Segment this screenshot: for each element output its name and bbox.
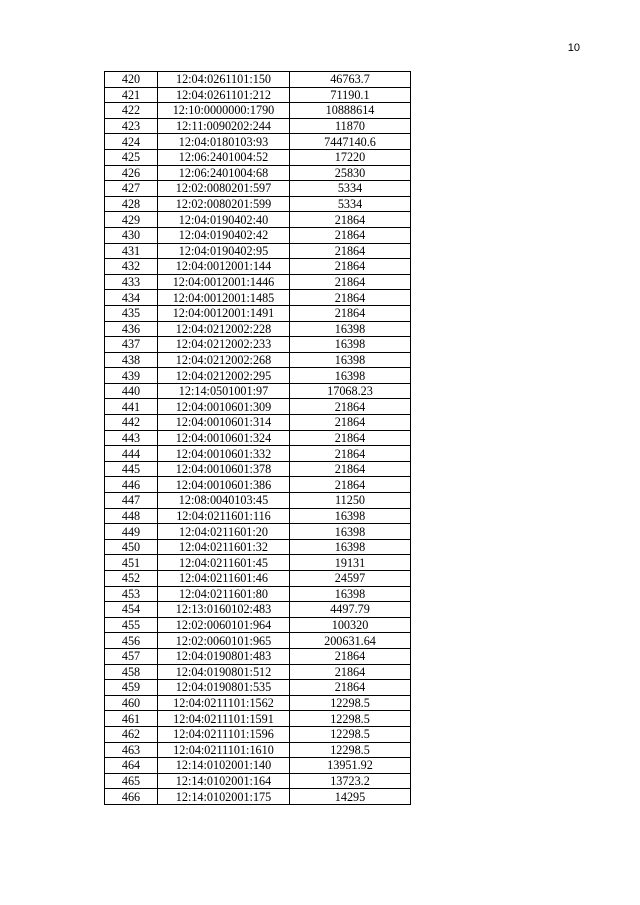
row-number-cell: 428 (105, 196, 158, 212)
row-number-cell: 444 (105, 446, 158, 462)
cadastral-number-cell: 12:14:0102001:140 (158, 758, 290, 774)
cadastral-number-cell: 12:04:0012001:1491 (158, 305, 290, 321)
value-cell: 19131 (290, 555, 411, 571)
cadastral-number-cell: 12:02:0080201:599 (158, 196, 290, 212)
row-number-cell: 463 (105, 742, 158, 758)
value-cell: 7447140.6 (290, 134, 411, 150)
cadastral-number-cell: 12:04:0012001:1485 (158, 290, 290, 306)
row-number-cell: 450 (105, 539, 158, 555)
row-number-cell: 420 (105, 72, 158, 88)
table-row (105, 72, 411, 88)
table-row (105, 789, 411, 805)
row-number-cell: 457 (105, 648, 158, 664)
table-row (105, 243, 411, 259)
cadastral-number-cell: 12:04:0211601:32 (158, 539, 290, 555)
value-cell: 16398 (290, 352, 411, 368)
cadastral-number-cell: 12:04:0211101:1596 (158, 726, 290, 742)
row-number-cell: 422 (105, 103, 158, 119)
row-number-cell: 462 (105, 726, 158, 742)
table-row (105, 586, 411, 602)
table-row (105, 383, 411, 399)
cadastral-number-cell: 12:04:0190402:95 (158, 243, 290, 259)
table-row (105, 337, 411, 353)
table-row (105, 118, 411, 134)
row-number-cell: 424 (105, 134, 158, 150)
value-cell: 21864 (290, 290, 411, 306)
value-cell: 16398 (290, 539, 411, 555)
table-row (105, 680, 411, 696)
value-cell: 16398 (290, 337, 411, 353)
row-number-cell: 446 (105, 477, 158, 493)
table-row (105, 430, 411, 446)
row-number-cell: 441 (105, 399, 158, 415)
value-cell: 16398 (290, 524, 411, 540)
cadastral-number-cell: 12:08:0040103:45 (158, 493, 290, 509)
value-cell: 21864 (290, 399, 411, 415)
row-number-cell: 449 (105, 524, 158, 540)
row-number-cell: 454 (105, 602, 158, 618)
table-row (105, 461, 411, 477)
table-row (105, 321, 411, 337)
row-number-cell: 455 (105, 617, 158, 633)
value-cell: 21864 (290, 274, 411, 290)
cadastral-number-cell: 12:04:0190801:535 (158, 680, 290, 696)
row-number-cell: 427 (105, 181, 158, 197)
cadastral-number-cell: 12:04:0012001:144 (158, 259, 290, 275)
table-row (105, 446, 411, 462)
value-cell: 13723.2 (290, 773, 411, 789)
value-cell: 24597 (290, 571, 411, 587)
value-cell: 21864 (290, 305, 411, 321)
cadastral-number-cell: 12:10:0000000:1790 (158, 103, 290, 119)
cadastral-number-cell: 12:04:0211601:45 (158, 555, 290, 571)
row-number-cell: 421 (105, 87, 158, 103)
cadastral-number-cell: 12:06:2401004:68 (158, 165, 290, 181)
row-number-cell: 426 (105, 165, 158, 181)
value-cell: 17220 (290, 149, 411, 165)
value-cell: 21864 (290, 477, 411, 493)
cadastral-number-cell: 12:04:0190402:40 (158, 212, 290, 228)
value-cell: 12298.5 (290, 711, 411, 727)
value-cell: 25830 (290, 165, 411, 181)
table-row (105, 758, 411, 774)
cadastral-number-cell: 12:04:0261101:150 (158, 72, 290, 88)
table-row (105, 648, 411, 664)
table-row (105, 305, 411, 321)
cadastral-number-cell: 12:04:0212002:295 (158, 368, 290, 384)
value-cell: 100320 (290, 617, 411, 633)
cadastral-number-cell: 12:04:0010601:324 (158, 430, 290, 446)
value-cell: 16398 (290, 368, 411, 384)
value-cell: 16398 (290, 321, 411, 337)
table-row (105, 259, 411, 275)
table-row (105, 103, 411, 119)
row-number-cell: 465 (105, 773, 158, 789)
value-cell: 21864 (290, 243, 411, 259)
table-row (105, 726, 411, 742)
value-cell: 16398 (290, 508, 411, 524)
table-row (105, 539, 411, 555)
row-number-cell: 456 (105, 633, 158, 649)
value-cell: 14295 (290, 789, 411, 805)
cadastral-number-cell: 12:04:0190801:512 (158, 664, 290, 680)
cadastral-number-cell: 12:13:0160102:483 (158, 602, 290, 618)
cadastral-number-cell: 12:04:0212002:228 (158, 321, 290, 337)
row-number-cell: 452 (105, 571, 158, 587)
table-row (105, 571, 411, 587)
table-row (105, 227, 411, 243)
cadastral-number-cell: 12:04:0211601:46 (158, 571, 290, 587)
value-cell: 21864 (290, 415, 411, 431)
cadastral-number-cell: 12:04:0211101:1591 (158, 711, 290, 727)
table-row (105, 602, 411, 618)
value-cell: 11250 (290, 493, 411, 509)
cadastral-number-cell: 12:02:0060101:964 (158, 617, 290, 633)
table-row (105, 742, 411, 758)
table-row (105, 149, 411, 165)
value-cell: 12298.5 (290, 726, 411, 742)
cadastral-number-cell: 12:04:0190801:483 (158, 648, 290, 664)
value-cell: 21864 (290, 259, 411, 275)
cadastral-number-cell: 12:02:0060101:965 (158, 633, 290, 649)
row-number-cell: 429 (105, 212, 158, 228)
table-row (105, 181, 411, 197)
cadastral-number-cell: 12:04:0010601:332 (158, 446, 290, 462)
value-cell: 12298.5 (290, 742, 411, 758)
cadastral-number-cell: 12:04:0211601:116 (158, 508, 290, 524)
value-cell: 10888614 (290, 103, 411, 119)
value-cell: 46763.7 (290, 72, 411, 88)
value-cell: 4497.79 (290, 602, 411, 618)
value-cell: 21864 (290, 461, 411, 477)
row-number-cell: 453 (105, 586, 158, 602)
cadastral-number-cell: 12:04:0212002:233 (158, 337, 290, 353)
cadastral-number-cell: 12:04:0012001:1446 (158, 274, 290, 290)
row-number-cell: 439 (105, 368, 158, 384)
cadastral-number-cell: 12:04:0211101:1610 (158, 742, 290, 758)
row-number-cell: 438 (105, 352, 158, 368)
table-row (105, 87, 411, 103)
row-number-cell: 430 (105, 227, 158, 243)
page-number: 10 (567, 42, 580, 54)
value-cell: 71190.1 (290, 87, 411, 103)
value-cell: 21864 (290, 446, 411, 462)
value-cell: 11870 (290, 118, 411, 134)
table-row (105, 493, 411, 509)
row-number-cell: 445 (105, 461, 158, 477)
table-row (105, 274, 411, 290)
value-cell: 200631.64 (290, 633, 411, 649)
table-row (105, 508, 411, 524)
table-body (105, 72, 411, 805)
row-number-cell: 443 (105, 430, 158, 446)
table-row (105, 695, 411, 711)
cadastral-number-cell: 12:04:0211601:80 (158, 586, 290, 602)
table-row (105, 711, 411, 727)
row-number-cell: 442 (105, 415, 158, 431)
row-number-cell: 435 (105, 305, 158, 321)
cadastral-number-cell: 12:04:0010601:314 (158, 415, 290, 431)
cadastral-number-cell: 12:02:0080201:597 (158, 181, 290, 197)
row-number-cell: 434 (105, 290, 158, 306)
value-cell: 5334 (290, 196, 411, 212)
value-cell: 17068.23 (290, 383, 411, 399)
table-row (105, 134, 411, 150)
cadastral-number-cell: 12:04:0010601:386 (158, 477, 290, 493)
cadastral-number-cell: 12:14:0501001:97 (158, 383, 290, 399)
row-number-cell: 451 (105, 555, 158, 571)
value-cell: 13951.92 (290, 758, 411, 774)
value-cell: 16398 (290, 586, 411, 602)
row-number-cell: 437 (105, 337, 158, 353)
row-number-cell: 423 (105, 118, 158, 134)
value-cell: 21864 (290, 430, 411, 446)
cadastral-number-cell: 12:04:0211101:1562 (158, 695, 290, 711)
row-number-cell: 447 (105, 493, 158, 509)
table-row (105, 290, 411, 306)
cadastral-number-cell: 12:04:0211601:20 (158, 524, 290, 540)
table-row (105, 524, 411, 540)
row-number-cell: 433 (105, 274, 158, 290)
row-number-cell: 459 (105, 680, 158, 696)
row-number-cell: 458 (105, 664, 158, 680)
cadastral-number-cell: 12:06:2401004:52 (158, 149, 290, 165)
cadastral-number-cell: 12:14:0102001:164 (158, 773, 290, 789)
row-number-cell: 425 (105, 149, 158, 165)
cadastral-table (104, 71, 411, 805)
table-row (105, 399, 411, 415)
cadastral-number-cell: 12:04:0010601:309 (158, 399, 290, 415)
value-cell: 12298.5 (290, 695, 411, 711)
row-number-cell: 464 (105, 758, 158, 774)
cadastral-number-cell: 12:14:0102001:175 (158, 789, 290, 805)
cadastral-number-cell: 12:11:0090202:244 (158, 118, 290, 134)
table-row (105, 477, 411, 493)
row-number-cell: 448 (105, 508, 158, 524)
row-number-cell: 461 (105, 711, 158, 727)
table-row (105, 773, 411, 789)
table-row (105, 664, 411, 680)
cadastral-number-cell: 12:04:0190402:42 (158, 227, 290, 243)
table-row (105, 555, 411, 571)
table-row (105, 415, 411, 431)
row-number-cell: 436 (105, 321, 158, 337)
table-row (105, 617, 411, 633)
row-number-cell: 460 (105, 695, 158, 711)
table-row (105, 196, 411, 212)
value-cell: 21864 (290, 227, 411, 243)
value-cell: 21864 (290, 648, 411, 664)
table-row (105, 368, 411, 384)
table-row (105, 165, 411, 181)
table-row (105, 633, 411, 649)
value-cell: 21864 (290, 664, 411, 680)
value-cell: 21864 (290, 212, 411, 228)
row-number-cell: 432 (105, 259, 158, 275)
row-number-cell: 440 (105, 383, 158, 399)
table-row (105, 352, 411, 368)
value-cell: 5334 (290, 181, 411, 197)
value-cell: 21864 (290, 680, 411, 696)
cadastral-number-cell: 12:04:0180103:93 (158, 134, 290, 150)
cadastral-number-cell: 12:04:0010601:378 (158, 461, 290, 477)
cadastral-number-cell: 12:04:0212002:268 (158, 352, 290, 368)
row-number-cell: 431 (105, 243, 158, 259)
table-row (105, 212, 411, 228)
row-number-cell: 466 (105, 789, 158, 805)
cadastral-number-cell: 12:04:0261101:212 (158, 87, 290, 103)
